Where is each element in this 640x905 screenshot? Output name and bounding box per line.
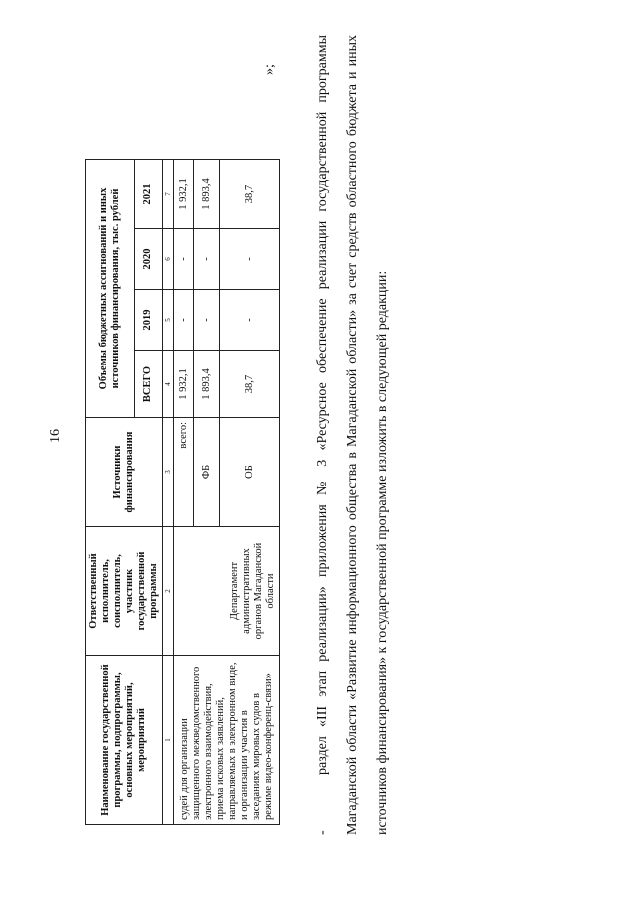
index-cell: 7 xyxy=(163,160,174,229)
y2020-cell: - xyxy=(194,229,220,290)
y2021-cell: 38,7 xyxy=(220,160,280,229)
y2020-cell: - xyxy=(220,229,280,290)
header-total: ВСЕГО xyxy=(134,351,162,418)
total-cell: 1 932,1 xyxy=(174,351,194,418)
closing-quote: »; xyxy=(262,64,277,75)
total-cell: 38,7 xyxy=(220,351,280,418)
paragraph-text: раздел «III этап реализации» приложения № 3 «Ресурсное обеспечение реализации государственной программы Магаданской области «Развитие информационного общества в Магаданской области» за счет средств областного бюджета и иных источников финансирования» к государственной программе изложить в следующей редакции: xyxy=(315,35,390,835)
header-2019: 2019 xyxy=(134,290,162,351)
page-number: 16 xyxy=(48,429,63,443)
index-cell: 6 xyxy=(163,229,174,290)
index-cell: 1 xyxy=(163,656,174,825)
header-program-name: Наименование государственной программы, подпрограммы, основных мероприятий, мероприятий xyxy=(86,656,163,825)
y2019-cell: - xyxy=(174,290,194,351)
index-cell: 5 xyxy=(163,290,174,351)
y2019-cell: - xyxy=(194,290,220,351)
header-executor: Ответственный исполнитель, соисполнитель, участник государственной программы xyxy=(86,527,163,656)
header-row xyxy=(86,160,135,825)
index-row xyxy=(163,160,174,825)
y2021-cell: 1 932,1 xyxy=(174,160,194,229)
y2021-cell: 1 893,4 xyxy=(194,160,220,229)
index-cell: 3 xyxy=(163,418,174,527)
index-cell: 2 xyxy=(163,527,174,656)
header-2021: 2021 xyxy=(134,160,162,229)
source-cell: ОБ xyxy=(220,418,280,527)
header-source: Источники финансирования xyxy=(86,418,163,527)
measure-name: судей для организации защищенного межведомственного электронного взаимодействия, приема исковых заявлений, направляемых в электронном виде, и организации участия в заседаниях мировых судов в режиме видео-конференц-связи» xyxy=(174,656,280,825)
y2019-cell: - xyxy=(220,290,280,351)
source-cell: всего: xyxy=(174,418,194,527)
header-budget-group: Объемы бюджетных ассигнований и иных источников финансирования, тыс. рублей xyxy=(86,160,135,418)
header-2020: 2020 xyxy=(134,229,162,290)
table-row xyxy=(174,160,194,825)
index-cell: 4 xyxy=(163,351,174,418)
source-cell: ФБ xyxy=(194,418,220,527)
executor-name: Департамент административных органов Магаданской области xyxy=(174,527,280,656)
amendment-paragraph xyxy=(308,35,398,835)
total-cell: 1 893,4 xyxy=(194,351,220,418)
y2020-cell: - xyxy=(174,229,194,290)
resource-table xyxy=(85,159,280,825)
list-dash: - xyxy=(315,830,330,835)
